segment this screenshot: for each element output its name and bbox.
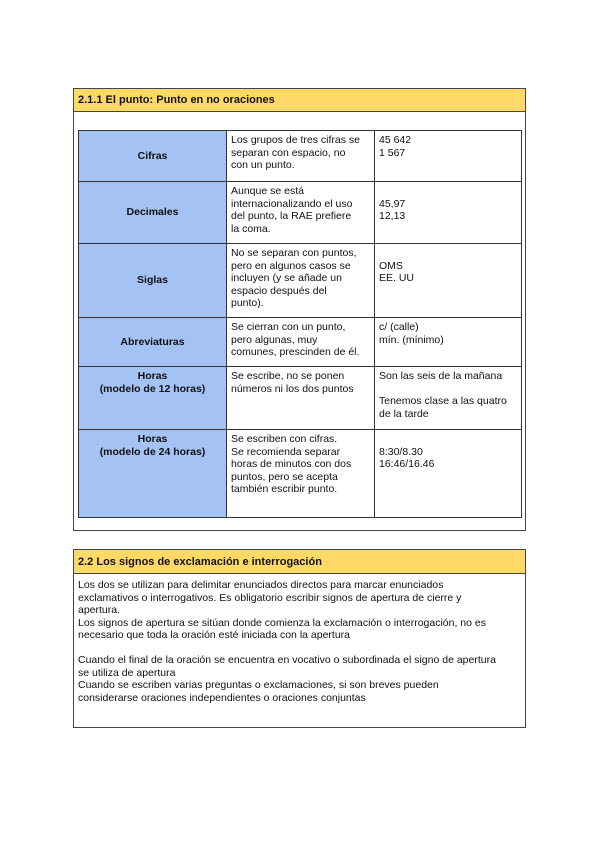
- section-el-punto: [73, 88, 526, 531]
- row-description: Aunque se está internacionalizando el uso del punto, la RAE prefiere la coma.: [227, 182, 375, 244]
- row-key: Abreviaturas: [79, 318, 227, 367]
- row-example: 45 642 1 567: [375, 131, 522, 182]
- row-description: No se separan con puntos, pero en algunos casos se incluyen (y se añade un espacio después del punto).: [227, 244, 375, 318]
- row-example: Son las seis de la mañana Tenemos clase a las quatro de la tarde: [375, 367, 522, 430]
- row-key: Horas (modelo de 24 horas): [79, 430, 227, 518]
- row-key: Decimales: [79, 182, 227, 244]
- table-row: [79, 367, 522, 430]
- section-body: Los dos se utilizan para delimitar enunciados directos para marcar enunciados exclamativos o interrogativos. Es obligatorio escribir signos de apertura de cierre y apertura. Los signos de apertura se sitúan donde comienza la exclamación o interrogación, no es necesario que toda la oración esté iniciada con la apertura Cuando el final de la oración se encuentra en vocativo o subordinada el signo de apertura se utiliza de apertura Cuando se escriben varias preguntas o exclamaciones, si son breves pueden considerarse oraciones independientes o oraciones conjuntas: [78, 579, 496, 704]
- row-description: Se escriben con cifras. Se recomienda separar horas de minutos con dos puntos, pero se acepta también escribir punto.: [227, 430, 375, 518]
- row-description: Se escribe, no se ponen números ni los dos puntos: [227, 367, 375, 430]
- row-key: Cifras: [79, 131, 227, 182]
- row-key: Horas (modelo de 12 horas): [79, 367, 227, 430]
- table-row: [79, 244, 522, 318]
- table-row: [79, 430, 522, 518]
- section-signos: [73, 549, 526, 728]
- table-row: [79, 131, 522, 182]
- section-title: 2.2 Los signos de exclamación e interrogación: [74, 550, 525, 574]
- row-example: c/ (calle) mín. (mínimo): [375, 318, 522, 367]
- section-title: 2.1.1 El punto: Punto en no oraciones: [74, 89, 525, 112]
- row-key: Siglas: [79, 244, 227, 318]
- row-description: Los grupos de tres cifras se separan con espacio, no con un punto.: [227, 131, 375, 182]
- table-row: [79, 318, 522, 367]
- row-description: Se cierran con un punto, pero algunas, muy comunes, prescinden de él.: [227, 318, 375, 367]
- punto-table: [78, 130, 522, 518]
- table-row: [79, 182, 522, 244]
- row-example: OMS EE. UU: [375, 244, 522, 318]
- row-example: 8:30/8.30 16:46/16.46: [375, 430, 522, 518]
- row-example: 45,97 12,13: [375, 182, 522, 244]
